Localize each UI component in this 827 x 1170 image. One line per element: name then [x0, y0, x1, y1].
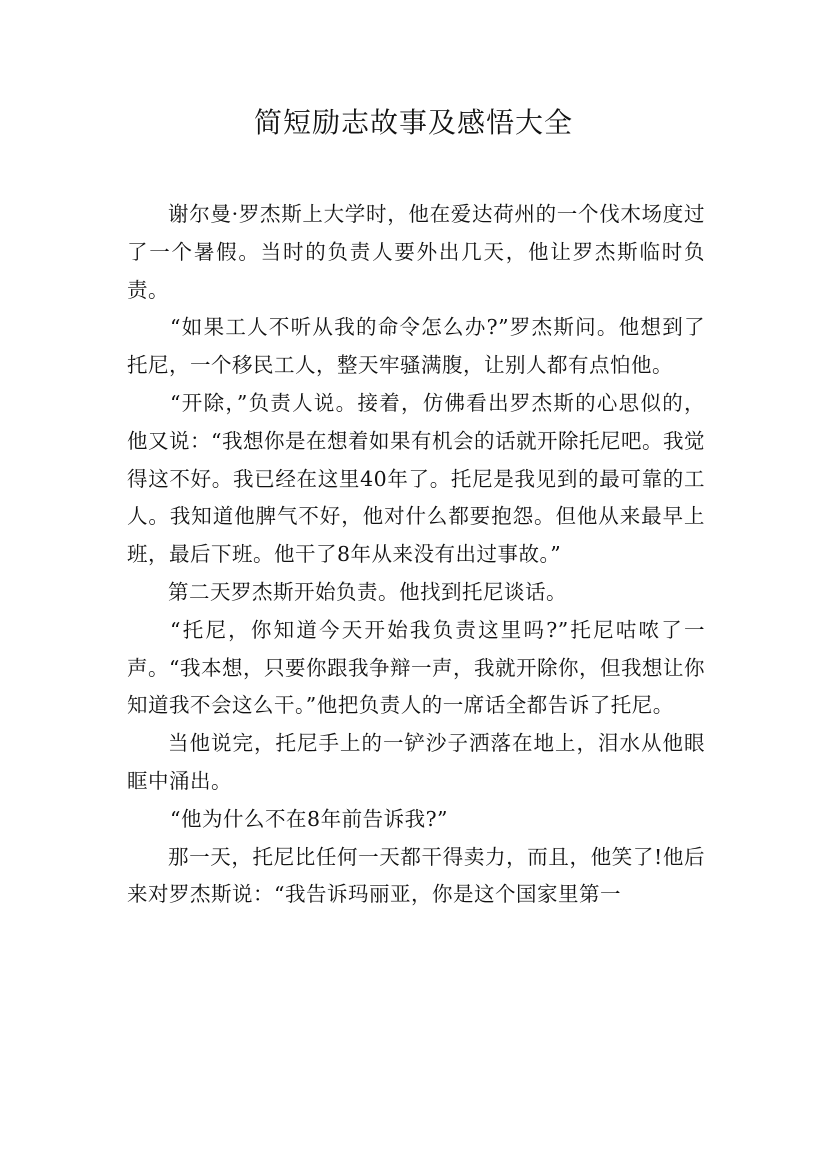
paragraph-1: 谢尔曼·罗杰斯上大学时，他在爱达荷州的一个伐木场度过了一个暑假。当时的负责人要外出几天，他让罗杰斯临时负责。 [127, 202, 705, 302]
paragraph-4: 第二天罗杰斯开始负责。他找到托尼谈话。 [168, 579, 567, 604]
document-title: 简短励志故事及感悟大全 [253, 106, 573, 139]
paragraph-3: “开除，”负责人说。接着，仿佛看出罗杰斯的心思似的，他又说：“我想你是在想着如果有机会的话就开除托尼吧。我觉得这不好。我已经在这里40年了。托尼是我见到的最可靠的工人。我知道他脾气不好，他对什么都要抱怨。但他从来最早上班，最后下班。他干了8年从来没有出过事故。” [127, 390, 705, 567]
paragraph-7: “他为什么不在8年前告诉我?” [170, 806, 449, 831]
paragraph-2: “如果工人不听从我的命令怎么办?”罗杰斯问。他想到了托尼，一个移民工人，整天牢骚满腹，让别人都有点怕他。 [127, 315, 705, 378]
paragraph-5: “托尼，你知道今天开始我负责这里吗?”托尼咕哝了一声。“我本想，只要你跟我争辩一声，我就开除你，但我想让你知道我不会这么干。”他把负责人的一席话全都告诉了托尼。 [127, 617, 705, 718]
paragraph-6: 当他说完，托尼手上的一铲沙子洒落在地上，泪水从他眼眶中涌出。 [127, 731, 705, 793]
paragraph-8: 那一天，托尼比任何一天都干得卖力，而且，他笑了!他后来对罗杰斯说：“我告诉玛丽亚，你是这个国家里第一 [127, 844, 705, 907]
document-body [127, 196, 705, 914]
